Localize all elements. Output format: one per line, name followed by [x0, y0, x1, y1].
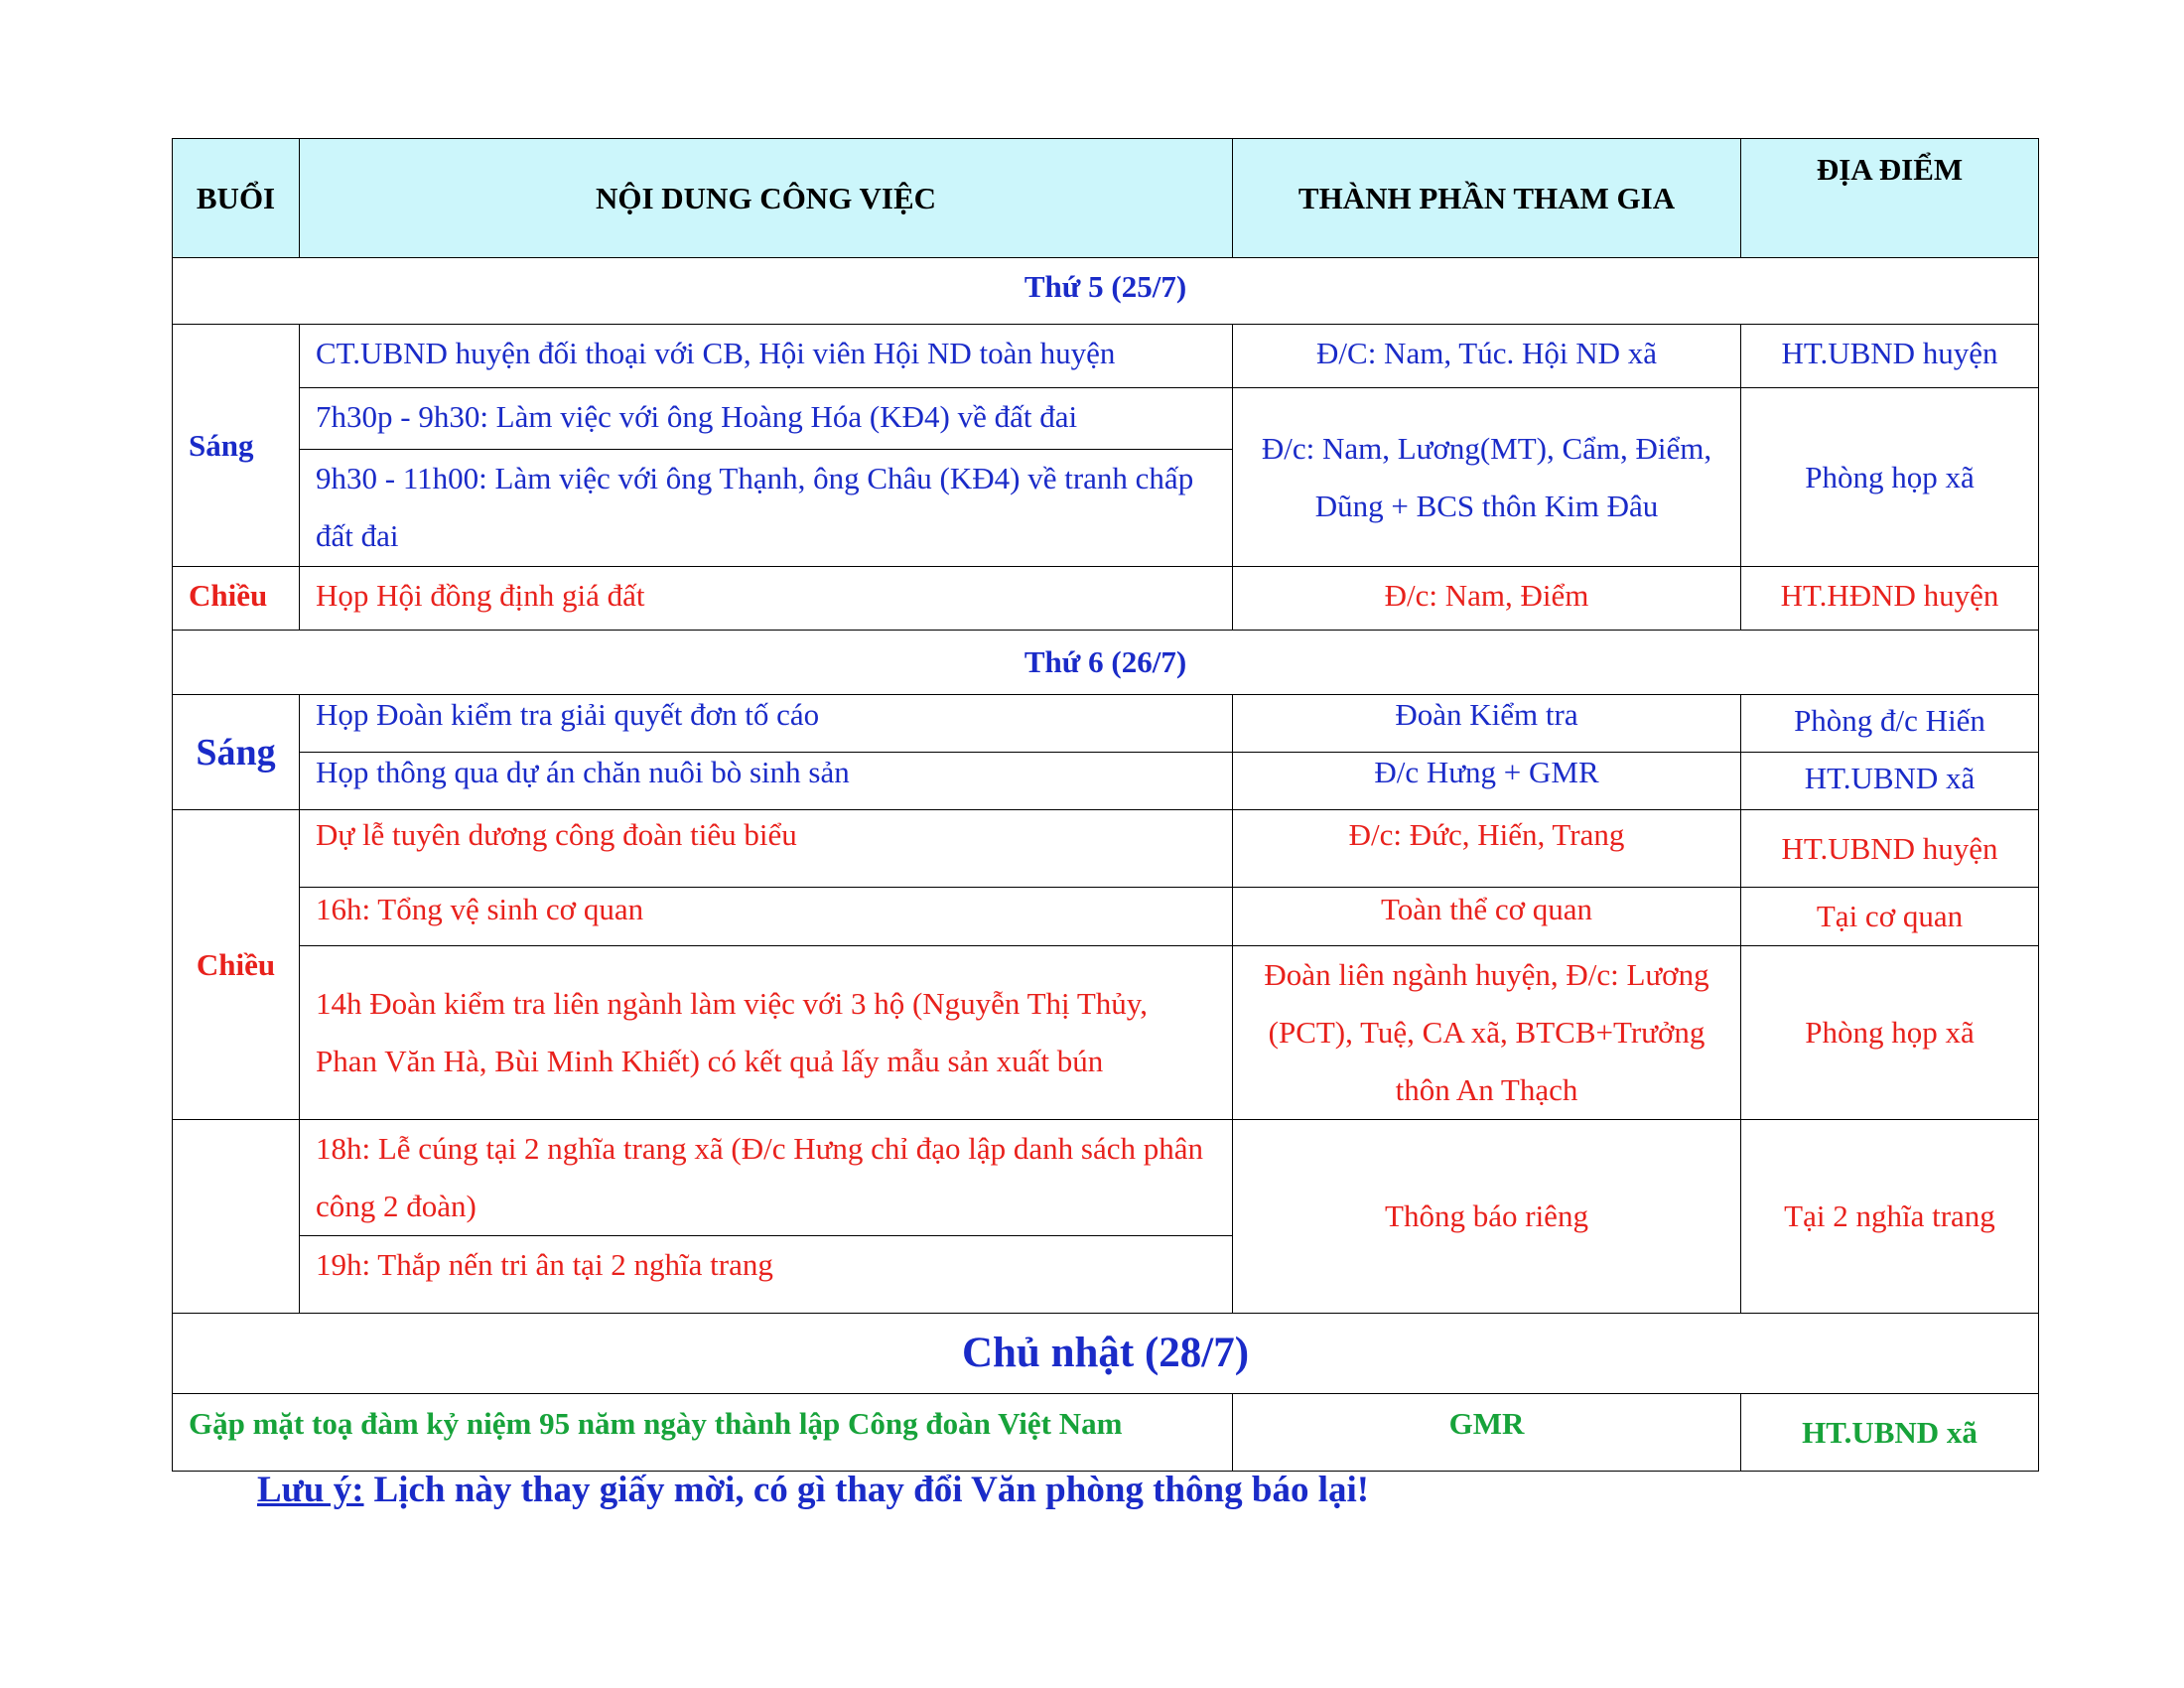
row-location: Phòng họp xã	[1741, 388, 2039, 567]
row-content: 18h: Lễ cúng tại 2 nghĩa trang xã (Đ/c Hưng chỉ đạo lập danh sách phân công 2 đoàn)	[300, 1120, 1233, 1236]
row-content: Họp Hội đồng định giá đất	[300, 567, 1233, 631]
row-location: Tại 2 nghĩa trang	[1741, 1120, 2039, 1314]
row-location: Tại cơ quan	[1741, 888, 2039, 946]
note-label: Lưu ý:	[257, 1470, 364, 1510]
row-participants: Đ/C: Nam, Túc. Hội ND xã	[1233, 325, 1741, 388]
row-participants: Đ/c: Đức, Hiến, Trang	[1233, 810, 1741, 888]
row-participants: Đoàn Kiểm tra	[1233, 695, 1741, 753]
header-row	[173, 139, 2039, 258]
row-content: Họp Đoàn kiểm tra giải quyết đơn tố cáo	[300, 695, 1233, 753]
row-content: CT.UBND huyện đối thoại với CB, Hội viên Hội ND toàn huyện	[300, 325, 1233, 388]
row-participants: Đoàn liên ngành huyện, Đ/c: Lương (PCT), Tuệ, CA xã, BTCB+Trưởng thôn An Thạch	[1233, 946, 1741, 1120]
row-content: 7h30p - 9h30: Làm việc với ông Hoàng Hóa (KĐ4) về đất đai	[300, 388, 1233, 450]
row-location: HT.UBND xã	[1741, 753, 2039, 810]
table-row	[173, 1394, 2039, 1472]
session-label: Chiều	[173, 567, 300, 631]
session-label: Chiều	[173, 810, 300, 1120]
note-text: Lịch này thay giấy mời, có gì thay đổi Văn phòng thông báo lại!	[373, 1470, 1370, 1510]
session-label: Sáng	[173, 695, 300, 810]
session-label: Sáng	[173, 325, 300, 567]
table-row	[173, 325, 2039, 388]
session-label-empty	[173, 1120, 300, 1314]
row-participants: Thông báo riêng	[1233, 1120, 1741, 1314]
row-content: Dự lễ tuyên dương công đoàn tiêu biểu	[300, 810, 1233, 888]
row-location: HT.UBND xã	[1741, 1394, 2039, 1472]
row-content: 19h: Thắp nến tri ân tại 2 nghĩa trang	[300, 1236, 1233, 1314]
schedule-table	[172, 138, 2039, 1472]
table-row	[173, 946, 2039, 1120]
day-title: Thứ 6 (26/7)	[173, 631, 2039, 695]
day-row	[173, 1314, 2039, 1394]
day-title: Thứ 5 (25/7)	[173, 258, 2039, 325]
table-row	[173, 888, 2039, 946]
row-participants: GMR	[1233, 1394, 1741, 1472]
table-row	[173, 753, 2039, 810]
row-participants: Đ/c: Nam, Lương(MT), Cẩm, Điểm, Dũng + BCS thôn Kim Đâu	[1233, 388, 1741, 567]
row-participants: Toàn thể cơ quan	[1233, 888, 1741, 946]
row-location: Phòng họp xã	[1741, 946, 2039, 1120]
day-row	[173, 631, 2039, 695]
footer-note	[257, 1469, 1369, 1511]
table-row	[173, 695, 2039, 753]
row-content: 14h Đoàn kiểm tra liên ngành làm việc với 3 hộ (Nguyễn Thị Thủy, Phan Văn Hà, Bùi Minh Khiết) có kết quả lấy mẫu sản xuất bún	[300, 946, 1233, 1120]
table-row	[173, 567, 2039, 631]
row-location: HT.UBND huyện	[1741, 810, 2039, 888]
day-row	[173, 258, 2039, 325]
day-title: Chủ nhật (28/7)	[173, 1314, 2039, 1394]
row-content: Họp thông qua dự án chăn nuôi bò sinh sản	[300, 753, 1233, 810]
header-content: NỘI DUNG CÔNG VIỆC	[300, 139, 1233, 258]
row-participants: Đ/c Hưng + GMR	[1233, 753, 1741, 810]
row-participants: Đ/c: Nam, Điểm	[1233, 567, 1741, 631]
row-content: Gặp mặt toạ đàm kỷ niệm 95 năm ngày thành lập Công đoàn Việt Nam	[173, 1394, 1233, 1472]
header-participants: THÀNH PHẦN THAM GIA	[1233, 139, 1741, 258]
row-location: HT.HĐND huyện	[1741, 567, 2039, 631]
row-location: HT.UBND huyện	[1741, 325, 2039, 388]
header-location: ĐỊA ĐIỂM	[1741, 139, 2039, 258]
row-content: 16h: Tổng vệ sinh cơ quan	[300, 888, 1233, 946]
table-row	[173, 810, 2039, 888]
table-row	[173, 388, 2039, 450]
row-location: Phòng đ/c Hiến	[1741, 695, 2039, 753]
row-content: 9h30 - 11h00: Làm việc với ông Thạnh, ông Châu (KĐ4) về tranh chấp đất đai	[300, 450, 1233, 567]
table-row	[173, 1120, 2039, 1236]
header-session: BUỔI	[173, 139, 300, 258]
